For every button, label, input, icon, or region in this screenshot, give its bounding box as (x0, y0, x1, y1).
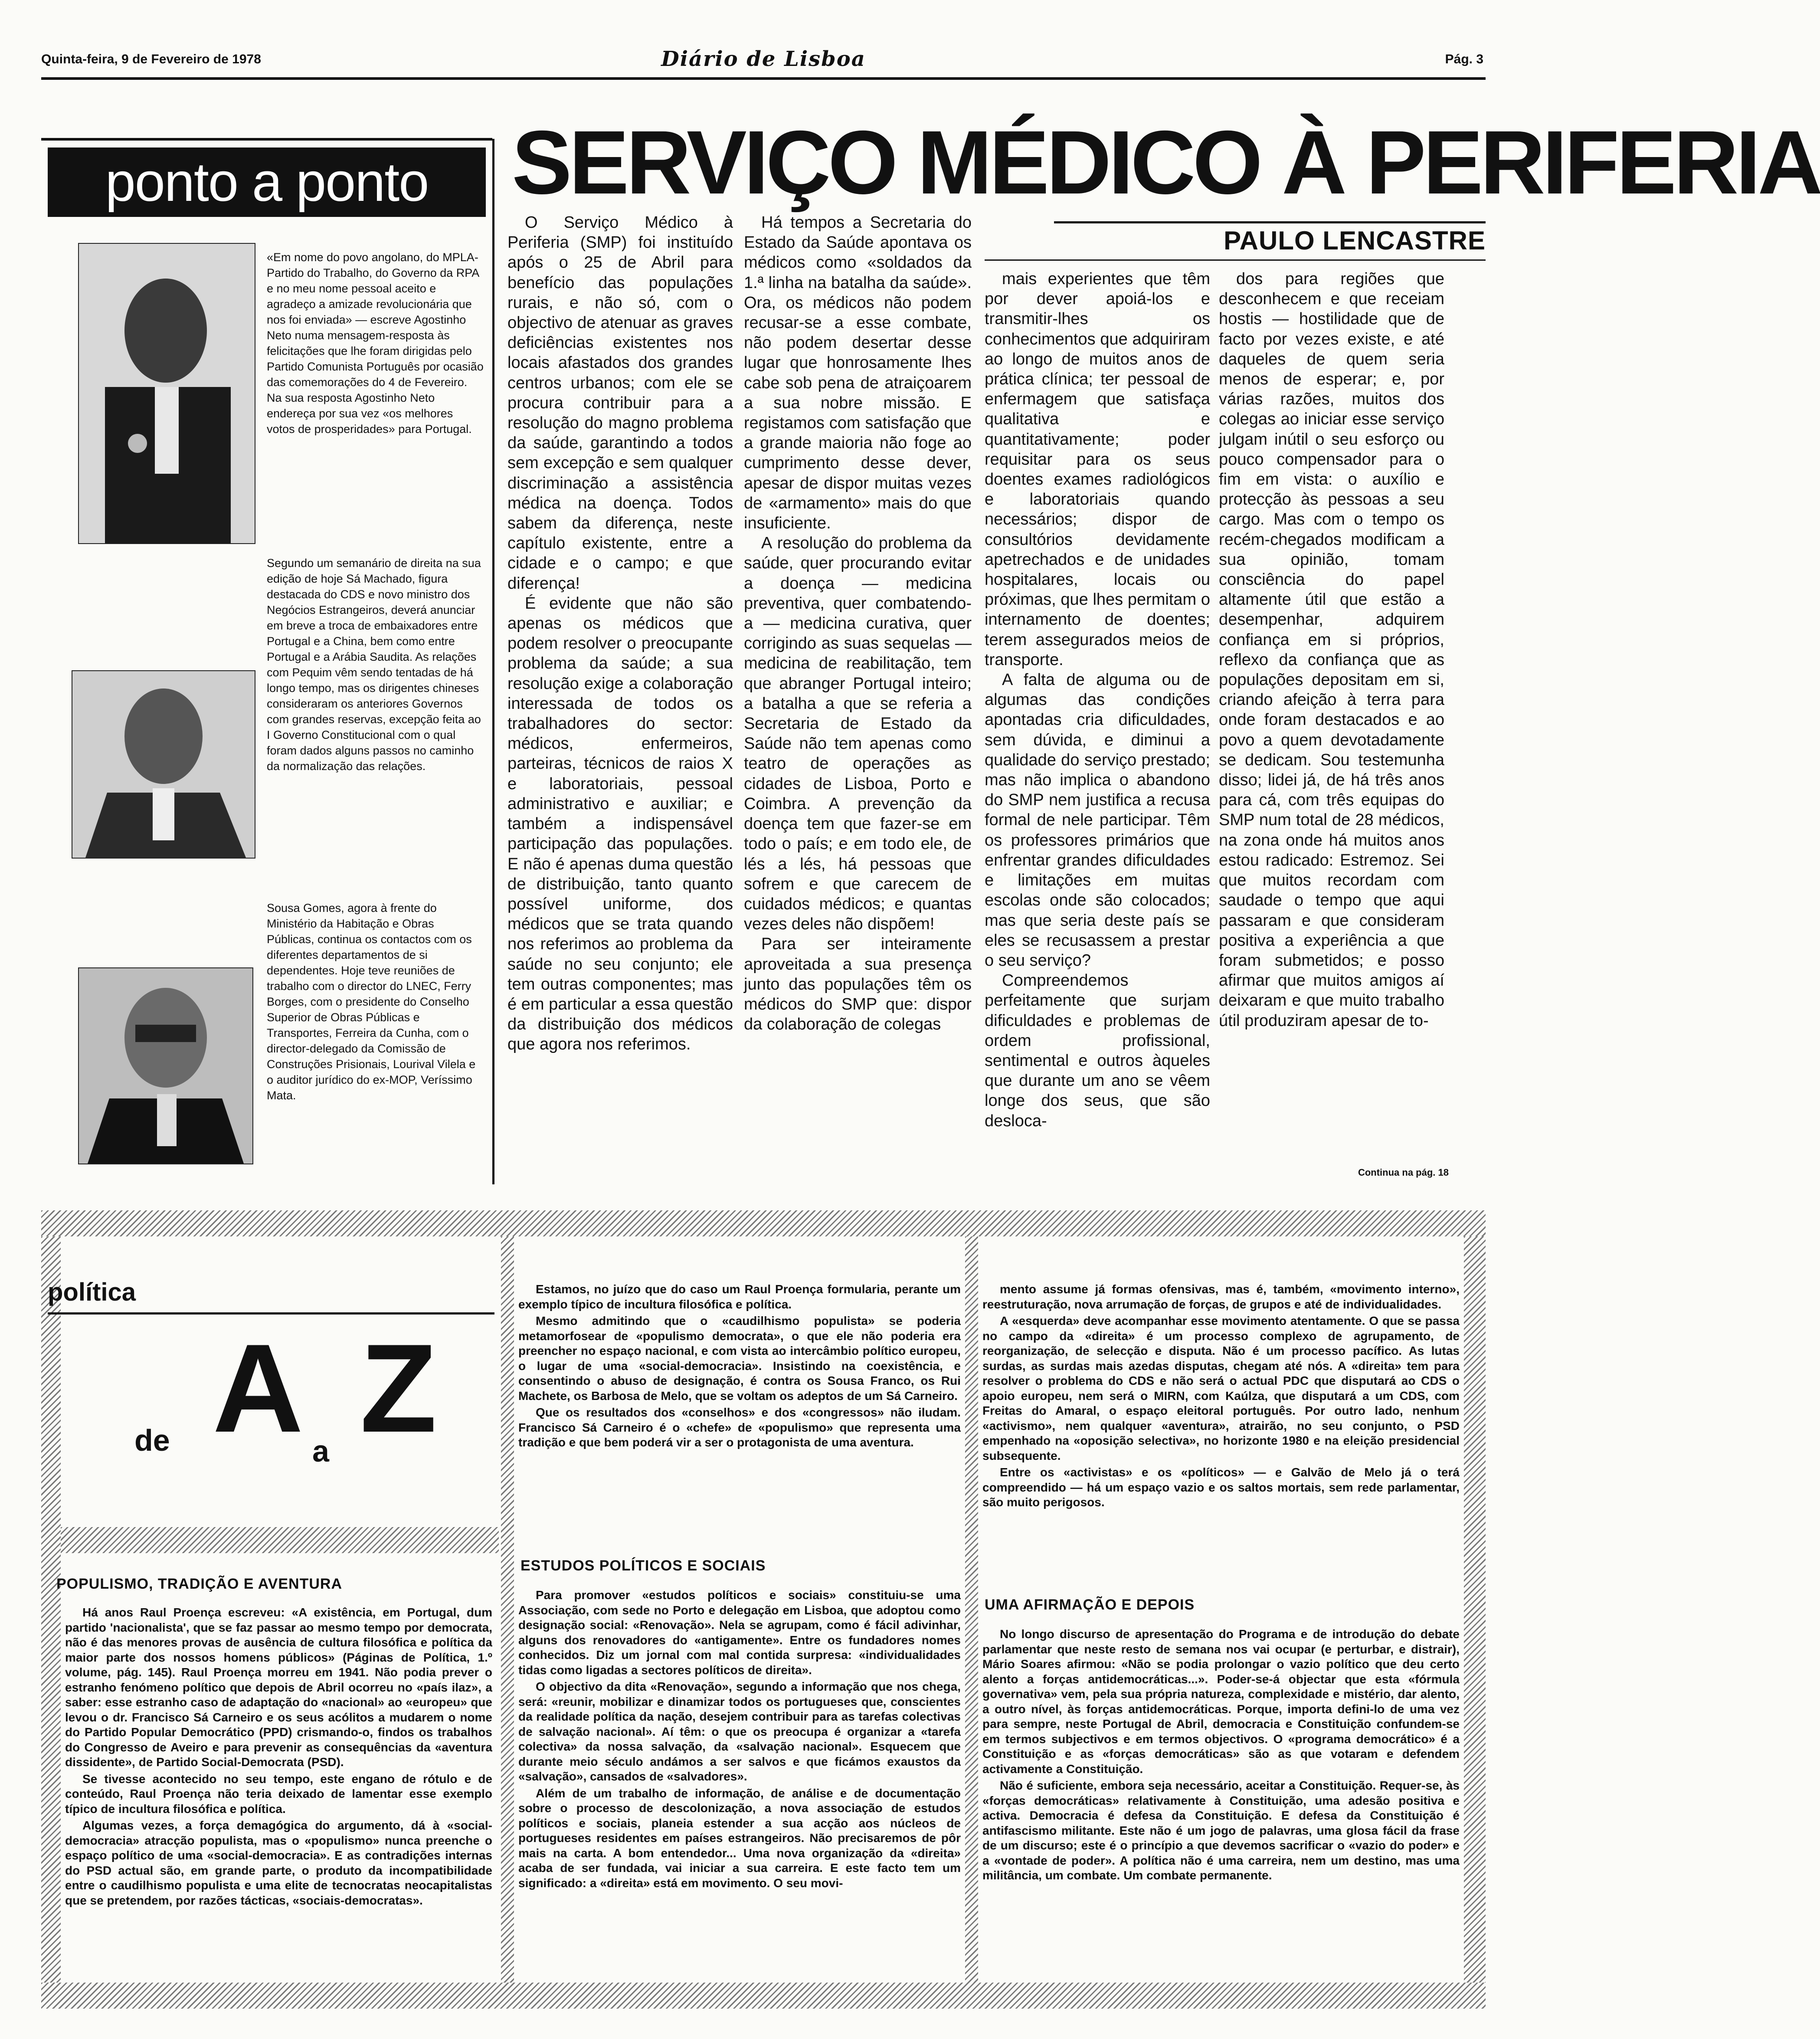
sa-machado-photo (72, 670, 255, 859)
section-estudos-text: Para promover «estudos políticos e sociais» constituiu-se uma Associação, com sede no Porto e delegação em Lisboa, que adoptou como designação social: «Renovação». Nela se agrupam, como é fácil adivinhar, alguns dos renovadores do «antigamente». Entre os fundadores nomes conhecidos. Diz um jornal com mal contida surpresa: «individualidades tidas como ligadas a sectores políticos de direita». O objectivo da dita «Renovação», segundo a informação que nos chega, será: «reunir, mobilizar e dinamizar todos os portugueses que, conscientes da realidade política da nação, desejem contribuir para as tarefas colectivas de salvação nacional». Aí têm: o que os preocupa é organizar a «tarefa colectiva» da nossa salvação, da «salvação nacional». Esquecem que durante meio século andámos a ser salvos e que ficámos exaustos da «salvação», cansados de «salvadores». Além de um trabalho de informação, de análise e de documentação sobre o processo de descolonização, a nova associação de estudos políticos e sociais, planeia estender a sua acção aos núcleos de portugueses residentes em países estrangeiros. Não precisaremos de pôr mais na carta. A bom entendedor... Uma nova organização da «direita» acaba de ser fundada, vai iniciar a sua carreira. E este facto tem um significado: a «direita» está em movimento. O seu movi- (518, 1588, 961, 1890)
page-number: Pág. 3 (1445, 52, 1483, 66)
byline-rule (1054, 221, 1486, 223)
masthead-rule (41, 77, 1486, 80)
politica-label-rule (48, 1312, 494, 1315)
word-a: a (312, 1434, 329, 1468)
article-headline: SERVIÇO MÉDICO À PERIFERIA (512, 112, 1820, 213)
article-byline: PAULO LENCASTRE (1224, 226, 1486, 255)
ponto-a-ponto-title: ponto a ponto (48, 148, 486, 217)
ponto-item-sa-machado: Segundo um semanário de direita na sua edição de hoje Sá Machado, figura destacada do CDS e novo ministro dos Negócios Estrangeiros, deverá anunciar em breve a troca de embaixadores entre Portugal e a China, bem como entre Portugal e a Arábia Saudita. As relações com Pequim vêm sendo tentadas de há longo tempo, mas os dirigentes chineses consideraram os anteriores Governos com grandes reservas, excepção feita ao I Governo Constitucional com o qual foram dados alguns passos no caminho da normalização das relações. (267, 557, 481, 773)
article-column-3: mais experientes que têm por dever apoiá-los e transmitir-lhes os conhecimentos que adquiriram ao longo de muitos anos de prática clínica; ter pessoal de enfermagem que satisfaça qualitativa e quantitativamente; poder requisitar para os seus doentes exames radiológicos e laboratoriais quando necessários; dispor de consultórios devidamente apetrechados e de unidades hospitalares, locais ou próximas, que lhes permitam o internamento de doentes; terem assegurados meios de transporte. A falta de alguma ou de algumas das condições apontadas cria dificuldades, sem dúvida, e diminui a qualidade do serviço prestado; mas não implica o abandono do SMP nem justifica a recusa formal de nele participar. Têm os professores primários que enfrentar grandes dificuldades e limitações em muitas escolas onde são colocados; mas que seria deste país se eles se recusassem a prestar o seu serviço? Compreendemos perfeitamente que surjam dificuldades e problemas de ordem profissional, sentimental e outros àqueles que durante um ano se vêem longe dos seus, que são desloca- (985, 270, 1210, 1130)
politica-frame-right (1464, 1236, 1486, 1983)
continues-note: Continua na pág. 18 (1358, 1167, 1449, 1178)
word-de: de (134, 1423, 170, 1457)
newspaper-title: Diário de Lisboa (661, 47, 866, 71)
portrait-photo-icon (79, 244, 255, 543)
letter-a: A (213, 1318, 304, 1459)
byline-under-rule (985, 259, 1486, 261)
sousa-gomes-photo (78, 967, 253, 1164)
article-column-4: dos para regiões que desconhecem e que receiam hostis — hostilidade que de facto por vezes existe, e até daqueles de quem seria menos de esperar; e, por várias razões, muitos dos colegas ao iniciar esse serviço julgam inútil o seu esforço ou pouco compensador para o fim em vista: o auxílio e protecção às pessoas a seu cargo. Mas com o tempo os recém-chegados modificam a sua opinião, tomam consciência do papel altamente útil que estão a desempenhar, adquirem confiança em si próprios, reflexo da confiança que as populações depositam em si, criando afeição à terra para onde foram destacados e ao povo a quem devotadamente se dedicam. Sou testemunha disso; lidei já, de há três anos para cá, com três equipas do SMP num total de 28 médicos, na zona onde há muitos anos estou radicado: Estremoz. Sei que muitos recordam com saudade o tempo que aqui passaram e que consideram positiva a experiência a que foram submetidos; e posso afirmar que muitos amigos aí deixaram e que muito trabalho útil produziram apesar de to- (1219, 270, 1444, 1030)
article-column-2: Há tempos a Secretaria do Estado da Saúde apontava os médicos como «soldados da 1.ª linha na batalha da saúde». Ora, os médicos não podem recusar-se a esse combate, não podem desertar desse lugar que honrosamente lhes cabe sob pena de atraiçoarem a sua nobre missão. E registamos com satisfação que a grande maioria não foge ao cumprimento desse dever, apesar de dispor muitas vezes de «armamento» mais do que insuficiente. A resolução do problema da saúde, quer procurando evitar a doença — medicina preventiva, quer combatendo-a — medicina curativa, quer corrigindo as suas sequelas — medicina de reabilitação, tem que abranger Portugal inteiro; a batalha a que se referia a Secretaria de Estado da Saúde não tem apenas como teatro de operações as cidades de Lisboa, Porto e Coimbra. A prevenção da doença tem que fazer-se em todo o país; e em todo ele, de lés a lés, há pessoas que sofrem e que carecem de cuidados médicos; e quantas vezes deles não dispõem! Para ser inteiramente aproveitada a sua presença junto das populações têm os médicos do SMP que: dispor da colaboração de colegas (744, 213, 972, 1034)
section-estudos-heading: ESTUDOS POLÍTICOS E SOCIAIS (520, 1557, 766, 1574)
politica-frame-top (41, 1210, 1486, 1236)
portrait-photo-icon (79, 968, 252, 1164)
politica-frame-left (41, 1236, 61, 1983)
politica-frame-bottom (41, 1983, 1486, 2009)
politica-frame-mid (61, 1527, 499, 1553)
ponto-item-sousa-gomes: Sousa Gomes, agora à frente do Ministério da Habitação e Obras Públicas, continua os contactos com os diferentes departamentos de si dependentes. Hoje teve reuniões de trabalho com o director do LNEC, Ferry Borges, com o presidente do Conselho Superior de Obras Públicas e Transportes, Ferreira da Cunha, com o director-delegado da Comissão de Construções Prisionais, Lourival Vilela e o auditor jurídico do ex-MOP, Veríssimo Mata. (267, 901, 476, 1102)
section-populismo-text: Há anos Raul Proença escreveu: «A existência, em Portugal, dum partido 'nacionalista', que se faz passar ao mesmo tempo por democrata, não é das menores provas de ausência de cultura filosófica e política da maior parte dos nossos homens públicos» (Páginas de Política, 1.º volume, pág. 145). Raul Proença morreu em 1941. Não podia prever o estranho fenómeno político que depois de Abril ocorreu no «país ilaz», a saber: esse estranho caso de adaptação do «nacional» ao «europeu» que levou o dr. Francisco Sá Carneiro e os seus acólitos a mudarem o nome do Partido Popular Democrático (PPD) crismando-o, findos os trabalhos do Congresso de Aveiro e para prevenir as consequências da «aventura dissidente», de Partido Social-Democrata (PSD). Se tivesse acontecido no seu tempo, este engano de rótulo e de conteúdo, Raul Proença não teria deixado de lamentar esse exemplo típico de incultura filosófica e política. Algumas vezes, a força demagógica do argumento, dá à «social-democracia» atracção populista, mas o «populismo» nunca preenche o espaço político de uma «social-democracia». E as contradições internas do PSD actual são, em grande parte, o produto da incompatibilidade entre o caudilhismo populista e uma elite de tecnocratas neocapitalistas que se pretendem, por razões tácticas, «sociais-democratas». (65, 1606, 492, 1907)
section-afirmacao-text: No longo discurso de apresentação do Programa e de introdução do debate parlamentar que neste resto de semana nos vai ocupar (e perturbar, e distrair), Mário Soares afirmou: «Não se podia prolongar o vazio político que deu certo alento a forças antidemocráticas...». Poder-se-á objectar que esta «fórmula governativa» vem, pela sua própria natureza, complexidade e mistério, dar alento, a outro nível, às forças antidemocráticas. Porque, importa defini-lo de uma vez para sempre, neste Portugal de Abril, democracia e Constituição confundem-se em termos subjectivos e em termos objectivos. O «programa democrático» é a Constituição e as «forças democráticas» são as que votaram e defendem activamente a Constituição. Não é suficiente, embora seja necessário, aceitar a Constituição. Requer-se, às «forças democráticas» relativamente à Constituição, uma adesão positiva e activa. Democracia é defesa da Constituição. E defesa da Constituição é antifascismo militante. Este não é um jogo de palavras, uma glosa fácil da frase de um discurso; este é o princípio a que devemos sacrificar o «vazio do poder» e a «vontade de poder». A política não é uma carreira, nem um destino, mas uma militância, um combate. Um combate permanente. (982, 1627, 1460, 1882)
section-afirmacao-heading: UMA AFIRMAÇÃO E DEPOIS (985, 1596, 1195, 1613)
portrait-photo-icon (72, 671, 255, 858)
section-right-intro: mento assume já formas ofensivas, mas é, também, «movimento interno», reestruturação, nova arrumação de forças, de grupos e até de individualidades. A «esquerda» deve acompanhar esse movimento atentamente. O que se passa no campo da «direita» é um processo complexo de agrupamento, de reorganização, de selecção e disputa. Não é um processo pacífico. As lutas surdas, as surdas mais azedas disputas, chegam até nós. A «direita» tem para resolver o problema do CDS e não será o actual PDC que disputará ao CDS o apoio europeu, nem será o MIRN, com Kaúlza, que disputará a um CDS, com Freitas do Amaral, o espaço eleitoral português. Por outro lado, nenhum «activismo», nem qualquer «aventura», atrairão, no seu conjunto, o PSD empenhado na «oposição selectiva», no horizonte 1980 e na eleição presidencial subsequente. Entre os «activistas» e os «políticos» — e Galvão de Melo já o terá compreendido — há um espaço vazio e os saltos mortais, sem rede parlamentar, são muito perigosos. (982, 1282, 1460, 1509)
politica-gutter-2 (965, 1236, 978, 1983)
agostinho-neto-photo (78, 243, 255, 544)
politica-label: política (48, 1278, 136, 1306)
section-middle-intro: Estamos, no juízo que do caso um Raul Proença formularia, perante um exemplo típico de incultura filosófica e política. Mesmo admitindo que o «caudilhismo populista» se poderia metamorfosear de «populismo democrata», o que ele não poderia era preencher no espaço nacional, e com vista ao intercâmbio político europeu, o lugar de uma «social-democracia». Insistindo na coexistência, e consentindo o abuso de designação, é contra os Sousa Franco, os Rui Machete, os Barbosa de Melo, que se voltam os adeptos de um Sá Carneiro. Que os resultados dos «conselhos» e dos «congressos» não iludam. Francisco Sá Carneiro é o «chefe» de «populismo» que representa uma tradição e que bem poderá vir a ser o protagonista de uma aventura. (518, 1282, 961, 1449)
ponto-item-neto: «Em nome do povo angolano, do MPLA-Partido do Trabalho, do Governo da RPA e no meu nome pessoal aceito e agradeço a amizade revolucionária que nos foi enviada» — escreve Agostinho Neto numa mensagem-resposta às felicitações que lhe foram dirigidas pelo Partido Comunista Português por ocasião das comemorações do 4 de Fevereiro. Na sua resposta Agostinho Neto endereça por sua vez «os melhores votos de prosperidades» para Portugal. (267, 251, 484, 436)
politica-gutter-1 (501, 1236, 514, 1983)
ponto-top-rule (41, 138, 492, 141)
section-populismo-heading: POPULISMO, TRADIÇÃO E AVENTURA (56, 1576, 343, 1592)
issue-date: Quinta-feira, 9 de Fevereiro de 1978 (41, 52, 261, 66)
letter-z: Z (360, 1318, 437, 1459)
article-column-1: O Serviço Médico à Periferia (SMP) foi instituído após o 25 de Abril para benefício das populações rurais, e não só, com o objectivo de atenuar as graves deficiências existentes nos locais afastados dos grandes centros urbanos; com ele se procura contribuir para a resolução do magno problema da saúde, garantindo a todos sem excepção e sem qualquer discriminação a assistência médica na doença. Todos sabem da diferença, neste capítulo existente, entre a cidade e o campo; e que diferença! É evidente que não são apenas os médicos que podem resolver o preocupante problema da saúde; a sua resolução exige a colaboração interessada de todos os trabalhadores do sector: médicos, enfermeiros, parteiras, técnicos de raios X e laboratoriais, pessoal administrativo e auxiliar; e também a indispensável participação das populações. E não é apenas duma questão de distribuição, tanto quanto possível uniforme, dos médicos que se trata quando nos referimos ao problema da saúde no seu conjunto; ele tem outras componentes; mas é em particular a essa questão da distribuição dos médicos que agora nos referimos. (507, 213, 733, 1054)
